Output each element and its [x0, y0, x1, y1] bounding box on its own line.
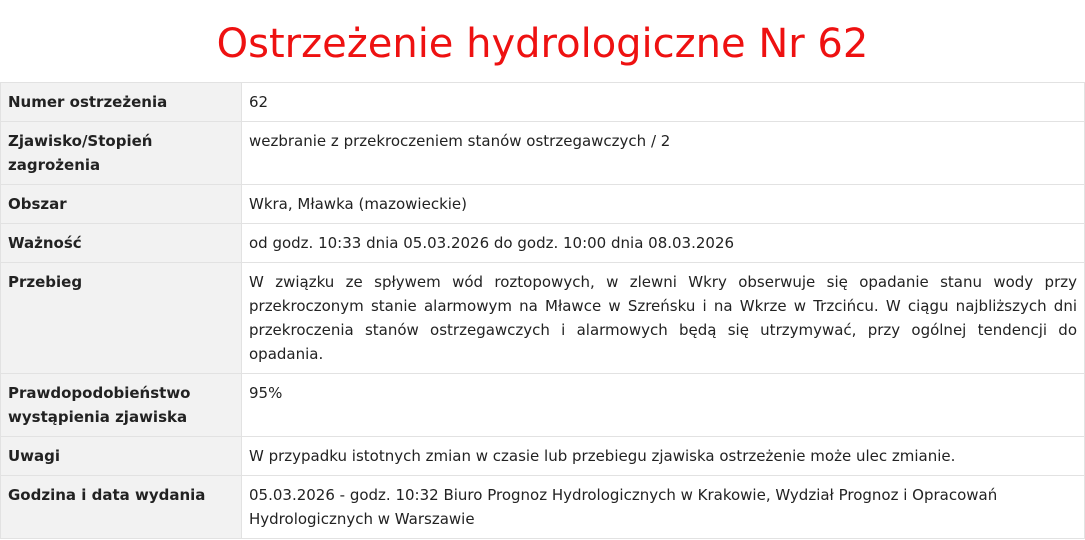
table-row-area [1, 185, 1085, 224]
row-label-remarks: Uwagi [1, 437, 242, 476]
table-row-probability [1, 374, 1085, 437]
row-value-validity: od godz. 10:33 dnia 05.03.2026 do godz. 10:00 dnia 08.03.2026 [242, 224, 1085, 263]
row-value-probability: 95% [242, 374, 1085, 437]
row-label-issued: Godzina i data wydania [1, 476, 242, 539]
row-label-phenomenon: Zjawisko/Stopień zagrożenia [1, 122, 242, 185]
row-value-issued: 05.03.2026 - godz. 10:32 Biuro Prognoz Hydrologicznych w Krakowie, Wydział Prognoz i Opracowań Hydrologicznych w Warszawie [242, 476, 1085, 539]
row-label-validity: Ważność [1, 224, 242, 263]
row-value-warning-number: 62 [242, 83, 1085, 122]
warning-table [0, 82, 1085, 539]
table-row-issued [1, 476, 1085, 539]
row-value-remarks: W przypadku istotnych zmian w czasie lub przebiegu zjawiska ostrzeżenie może ulec zmianie. [242, 437, 1085, 476]
page-title: Ostrzeżenie hydrologiczne Nr 62 [216, 21, 869, 67]
table-row-course [1, 263, 1085, 374]
row-label-probability: Prawdopodobieństwo wystąpienia zjawiska [1, 374, 242, 437]
table-row-validity [1, 224, 1085, 263]
row-label-course: Przebieg [1, 263, 242, 374]
table-row-phenomenon [1, 122, 1085, 185]
row-value-area: Wkra, Mławka (mazowieckie) [242, 185, 1085, 224]
row-value-course: W związku ze spływem wód roztopowych, w zlewni Wkry obserwuje się opadanie stanu wody przy przekroczonym stanie alarmowym na Mławce w Szreńsku i na Wkrze w Trzcińcu. W ciągu najbliższych dni przekroczenia stanów ostrzegawczych i alarmowych będą się utrzymywać, przy ogólnej tendencji do opadania. [242, 263, 1085, 374]
row-value-phenomenon: wezbranie z przekroczeniem stanów ostrzegawczych / 2 [242, 122, 1085, 185]
table-row-warning-number [1, 83, 1085, 122]
table-row-remarks [1, 437, 1085, 476]
row-label-area: Obszar [1, 185, 242, 224]
row-label-warning-number: Numer ostrzeżenia [1, 83, 242, 122]
